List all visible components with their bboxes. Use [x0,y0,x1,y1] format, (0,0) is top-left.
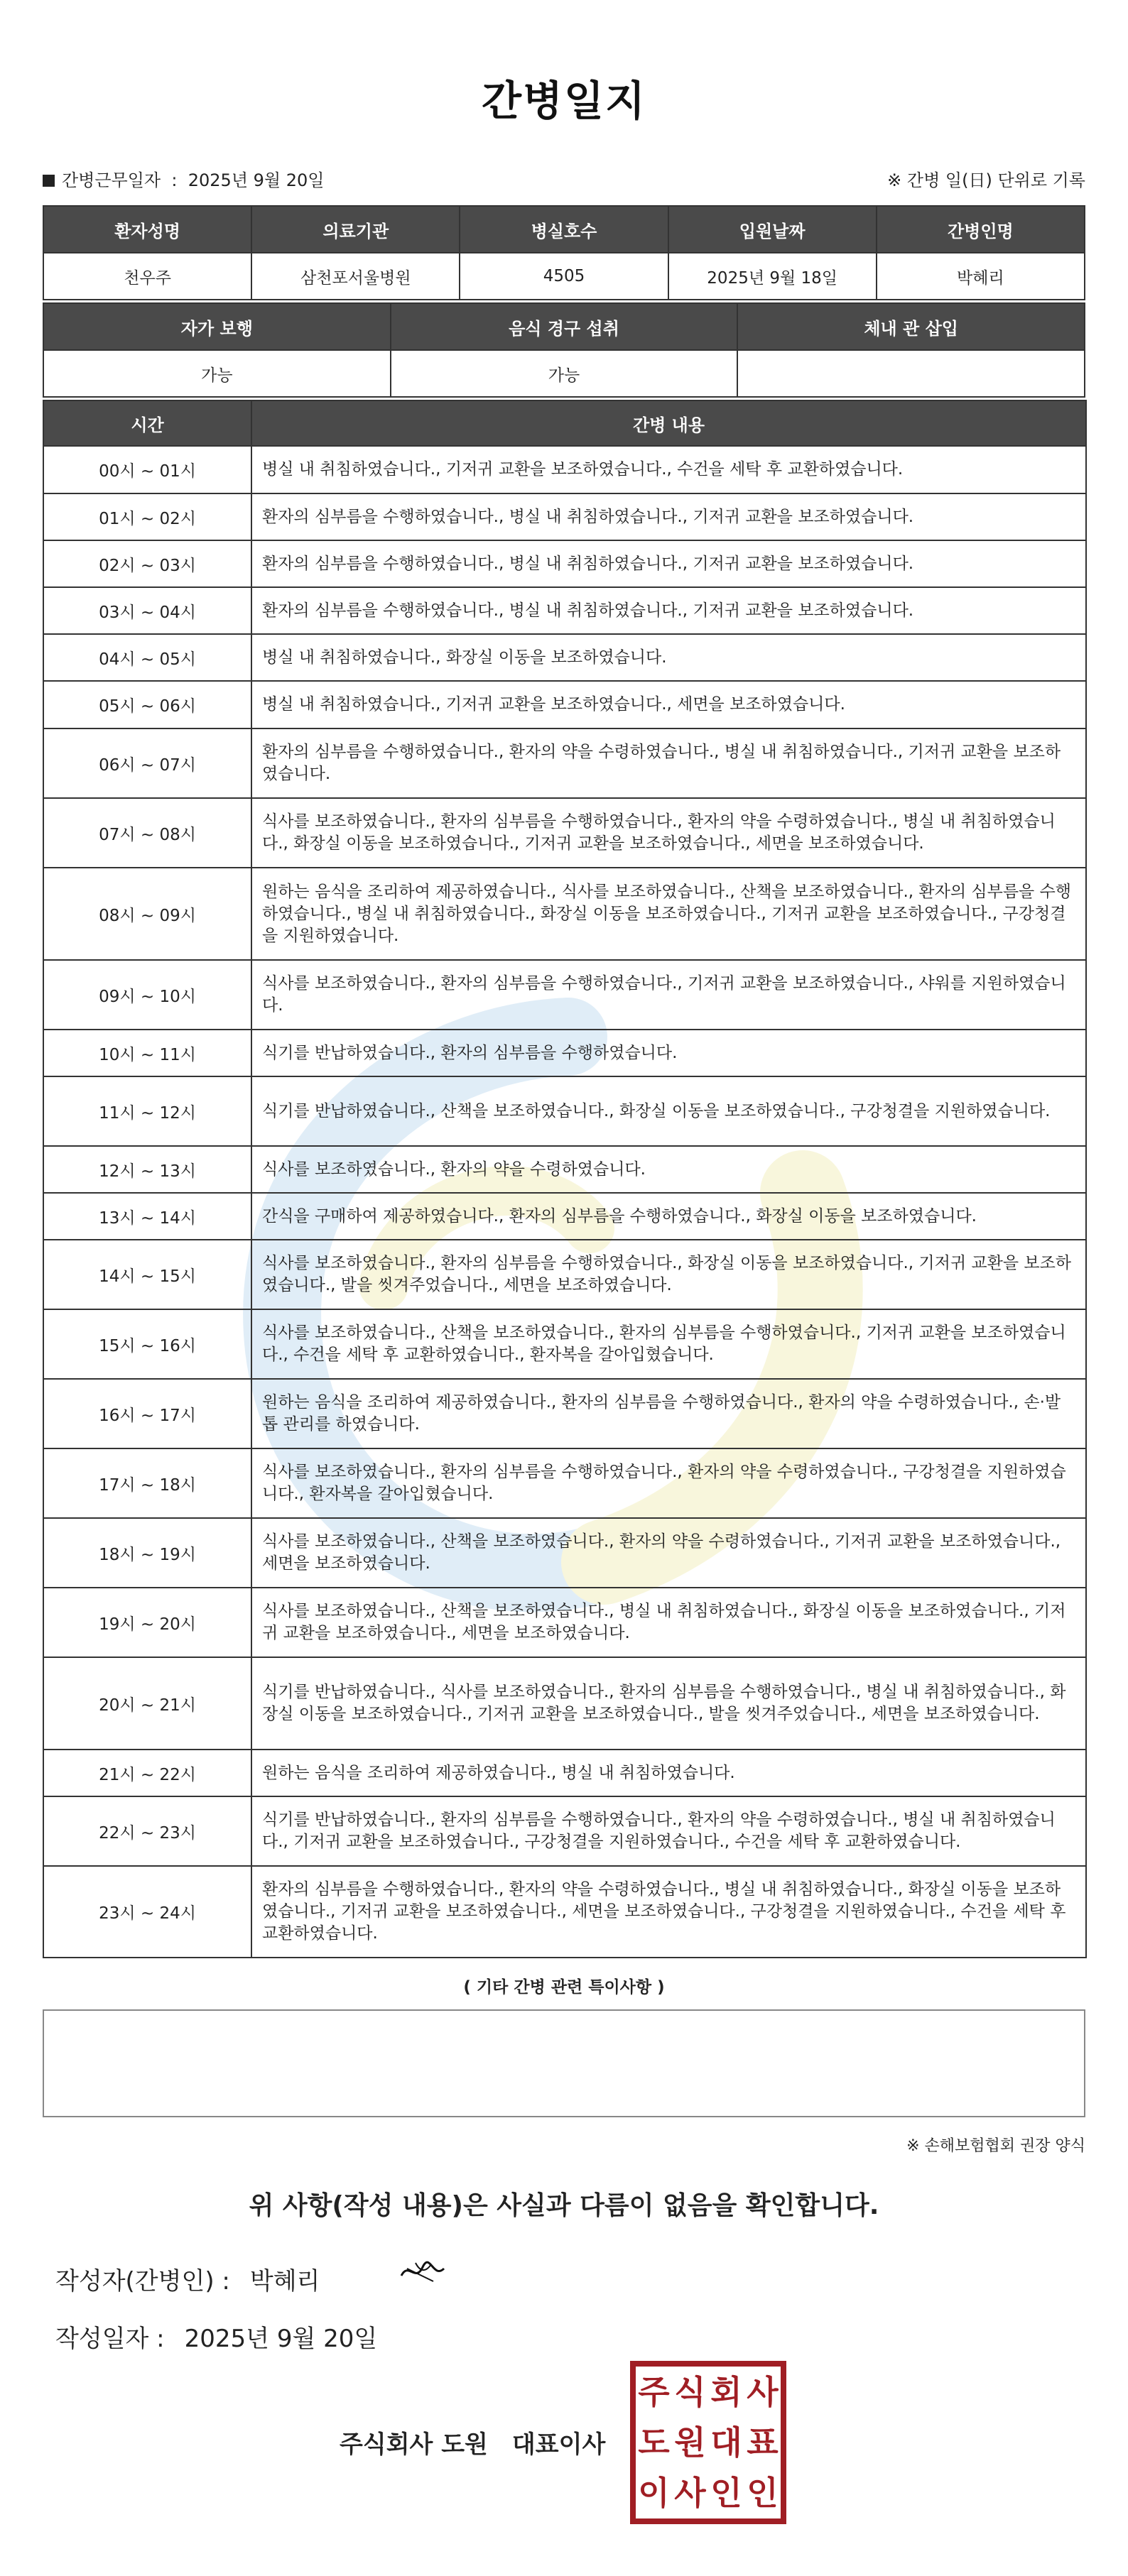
log-row [43,728,1086,798]
log-content: 원하는 음식을 조리하여 제공하였습니다., 식사를 보조하였습니다., 산책을 보조하였습니다., 환자의 심부름을 수행하였습니다., 병실 내 취침하였습니다., 화장실 이동을 보조하였습니다., 기저귀 교환을 보조하였습니다., 구강청결을 지원하였습니다. [251,868,1086,960]
log-row [43,1193,1086,1240]
hospital-name: 삼천포서울병원 [251,253,460,300]
log-time: 05시 ~ 06시 [43,681,251,728]
log-header-row [43,400,1086,446]
log-row [43,960,1086,1030]
work-date-line [43,166,324,191]
seal-char: 이 [638,2474,670,2513]
write-date-value: 2025년 9월 20일 [184,2325,378,2353]
log-content: 식사를 보조하였습니다., 환자의 심부름을 수행하였습니다., 기저귀 교환을 보조하였습니다., 샤워를 지원하였습니다. [251,960,1086,1030]
company-seal-stamp [630,2361,786,2524]
writer-name: 박혜리 [249,2267,320,2296]
log-content: 식기를 반납하였습니다., 산책을 보조하였습니다., 화장실 이동을 보조하였습니다., 구강청결을 지원하였습니다. [251,1076,1086,1146]
log-row [43,1588,1086,1657]
seal-char: 표 [747,2423,779,2462]
log-time: 17시 ~ 18시 [43,1448,251,1518]
header-admission-date: 입원날짜 [668,206,877,253]
log-time: 21시 ~ 22시 [43,1750,251,1796]
log-time: 01시 ~ 02시 [43,493,251,540]
header-caregiver-name: 간병인명 [877,206,1085,253]
log-content: 환자의 심부름을 수행하였습니다., 환자의 약을 수령하였습니다., 병실 내 취침하였습니다., 기저귀 교환을 보조하였습니다. [251,728,1086,798]
log-content: 병실 내 취침하였습니다., 기저귀 교환을 보조하였습니다., 세면을 보조하였습니다. [251,681,1086,728]
company-representative: 대표이사 [511,2430,606,2459]
special-notes-box [43,2009,1085,2117]
log-time: 14시 ~ 15시 [43,1240,251,1309]
log-time: 10시 ~ 11시 [43,1030,251,1076]
log-row [43,1030,1086,1076]
header-room-number: 병실호수 [460,206,668,253]
log-content: 식기를 반납하였습니다., 식사를 보조하였습니다., 환자의 심부름을 수행하였습니다., 병실 내 취침하였습니다., 화장실 이동을 보조하였습니다., 기저귀 교환을 보조하였습니다., 발을 씻겨주었습니다., 세면을 보조하였습니다. [251,1657,1086,1750]
room-number: 4505 [460,253,668,300]
patient-name: 천우주 [43,253,251,300]
log-content: 식사를 보조하였습니다., 산책을 보조하였습니다., 환자의 약을 수령하였습니다., 기저귀 교환을 보조하였습니다., 세면을 보조하였습니다. [251,1518,1086,1588]
oral-intake-value: 가능 [391,350,738,397]
seal-char: 주 [638,2372,670,2411]
page-title: 간병일지 [481,77,647,125]
seal-char: 인 [710,2474,742,2513]
log-time: 19시 ~ 20시 [43,1588,251,1657]
seal-char: 원 [674,2423,706,2462]
log-content: 환자의 심부름을 수행하였습니다., 병실 내 취침하였습니다., 기저귀 교환을 보조하였습니다. [251,540,1086,587]
log-row [43,1448,1086,1518]
header-hospital: 의료기관 [251,206,460,253]
log-time: 20시 ~ 21시 [43,1657,251,1750]
log-row [43,1146,1086,1193]
patient-info-value-row [43,253,1085,300]
header-time: 시간 [43,400,251,446]
log-row [43,1309,1086,1379]
log-content: 원하는 음식을 조리하여 제공하였습니다., 환자의 심부름을 수행하였습니다., 환자의 약을 수령하였습니다., 손·발톱 관리를 하였습니다. [251,1379,1086,1448]
log-content: 원하는 음식을 조리하여 제공하였습니다., 병실 내 취침하였습니다. [251,1750,1086,1796]
log-row [43,1866,1086,1958]
seal-char: 회 [710,2372,742,2411]
log-row [43,1796,1086,1866]
log-time: 11시 ~ 12시 [43,1076,251,1146]
header-tube-insertion: 체내 관 삽입 [737,303,1085,350]
log-time: 16시 ~ 17시 [43,1379,251,1448]
writer-label: 작성자(간병인) : [55,2267,230,2296]
seal-char: 인 [747,2474,779,2513]
self-walking-value: 가능 [43,350,391,397]
log-row [43,1518,1086,1588]
log-content: 환자의 심부름을 수행하였습니다., 병실 내 취침하였습니다., 기저귀 교환을 보조하였습니다. [251,587,1086,634]
log-row [43,446,1086,493]
log-content: 병실 내 취침하였습니다., 화장실 이동을 보조하였습니다. [251,634,1086,681]
work-date-label: 간병근무일자 [62,170,161,190]
log-row [43,868,1086,960]
log-content: 식사를 보조하였습니다., 환자의 심부름을 수행하였습니다., 환자의 약을 수령하였습니다., 구강청결을 지원하였습니다., 환자복을 갈아입혔습니다. [251,1448,1086,1518]
log-row [43,587,1086,634]
signature-scribble [394,2247,451,2290]
log-time: 02시 ~ 03시 [43,540,251,587]
confirmation-statement: 위 사항(작성 내용)은 사실과 다름이 없음을 확인합니다. [249,2191,879,2220]
square-bullet-icon [43,175,55,187]
patient-info-table [43,205,1085,300]
log-time: 18시 ~ 19시 [43,1518,251,1588]
seal-char: 도 [638,2423,670,2462]
log-time: 09시 ~ 10시 [43,960,251,1030]
log-row [43,1657,1086,1750]
log-time: 08시 ~ 09시 [43,868,251,960]
company-name: 주식회사 도원 [340,2430,488,2459]
tube-insertion-value [737,350,1085,397]
care-log-table [43,400,1087,1958]
header-oral-intake: 음식 경구 섭취 [391,303,738,350]
log-time: 00시 ~ 01시 [43,446,251,493]
log-content: 간식을 구매하여 제공하였습니다., 환자의 심부름을 수행하였습니다., 화장실 이동을 보조하였습니다. [251,1193,1086,1240]
log-time: 06시 ~ 07시 [43,728,251,798]
log-row [43,634,1086,681]
status-header-row [43,303,1085,350]
seal-char: 사 [747,2372,779,2411]
log-time: 07시 ~ 08시 [43,798,251,868]
patient-status-table [43,302,1085,398]
log-content: 식사를 보조하였습니다., 산책을 보조하였습니다., 병실 내 취침하였습니다., 화장실 이동을 보조하였습니다., 기저귀 교환을 보조하였습니다., 세면을 보조하였습니다. [251,1588,1086,1657]
log-row [43,1750,1086,1796]
company-line [340,2425,605,2460]
log-row [43,540,1086,587]
log-time: 22시 ~ 23시 [43,1796,251,1866]
write-date-line [55,2319,377,2354]
log-row [43,1240,1086,1309]
log-row [43,1076,1086,1146]
log-time: 23시 ~ 24시 [43,1866,251,1958]
log-time: 04시 ~ 05시 [43,634,251,681]
log-content: 식사를 보조하였습니다., 환자의 약을 수령하였습니다. [251,1146,1086,1193]
header-self-walking: 자가 보행 [43,303,391,350]
special-notes-title: ( 기타 간병 관련 특이사항 ) [463,1978,665,1997]
work-date-separator: : [171,170,178,190]
log-content: 환자의 심부름을 수행하였습니다., 환자의 약을 수령하였습니다., 병실 내 취침하였습니다., 화장실 이동을 보조하였습니다., 기저귀 교환을 보조하였습니다., 세면을 보조하였습니다., 구강청결을 지원하였습니다., 수건을 세탁 후 교환하였습니다. [251,1866,1086,1958]
log-content: 환자의 심부름을 수행하였습니다., 병실 내 취침하였습니다., 기저귀 교환을 보조하였습니다. [251,493,1086,540]
header-patient-name: 환자성명 [43,206,251,253]
log-content: 식기를 반납하였습니다., 환자의 심부름을 수행하였습니다., 환자의 약을 수령하였습니다., 병실 내 취침하였습니다., 기저귀 교환을 보조하였습니다., 구강청결을 지원하였습니다., 수건을 세탁 후 교환하였습니다. [251,1796,1086,1866]
log-row [43,493,1086,540]
writer-line [55,2261,320,2296]
log-time: 12시 ~ 13시 [43,1146,251,1193]
log-time: 15시 ~ 16시 [43,1309,251,1379]
seal-char: 식 [674,2372,706,2411]
seal-char: 사 [674,2474,706,2513]
log-time: 03시 ~ 04시 [43,587,251,634]
write-date-label: 작성일자 : [55,2325,165,2353]
caregiver-name: 박혜리 [877,253,1085,300]
log-content: 병실 내 취침하였습니다., 기저귀 교환을 보조하였습니다., 수건을 세탁 후 교환하였습니다. [251,446,1086,493]
log-row [43,798,1086,868]
seal-char: 대 [710,2423,742,2462]
status-value-row [43,350,1085,397]
log-content: 식사를 보조하였습니다., 산책을 보조하였습니다., 환자의 심부름을 수행하였습니다., 기저귀 교환을 보조하였습니다., 수건을 세탁 후 교환하였습니다., 환자복을 갈아입혔습니다. [251,1309,1086,1379]
log-content: 식사를 보조하였습니다., 환자의 심부름을 수행하였습니다., 화장실 이동을 보조하였습니다., 기저귀 교환을 보조하였습니다., 발을 씻겨주었습니다., 세면을 보조하였습니다. [251,1240,1086,1309]
admission-date: 2025년 9월 18일 [668,253,877,300]
log-row [43,1379,1086,1448]
log-content: 식기를 반납하였습니다., 환자의 심부름을 수행하였습니다. [251,1030,1086,1076]
log-content: 식사를 보조하였습니다., 환자의 심부름을 수행하였습니다., 환자의 약을 수령하였습니다., 병실 내 취침하였습니다., 화장실 이동을 보조하였습니다., 기저귀 교환을 보조하였습니다., 세면을 보조하였습니다. [251,798,1086,868]
recommend-note: ※ 손해보험협회 권장 양식 [906,2137,1085,2155]
log-row [43,681,1086,728]
log-time: 13시 ~ 14시 [43,1193,251,1240]
work-date-value: 2025년 9월 20일 [188,170,325,190]
header-care-content: 간병 내용 [251,400,1086,446]
unit-note: ※ 간병 일(日) 단위로 기록 [887,170,1085,190]
patient-info-header-row [43,206,1085,253]
